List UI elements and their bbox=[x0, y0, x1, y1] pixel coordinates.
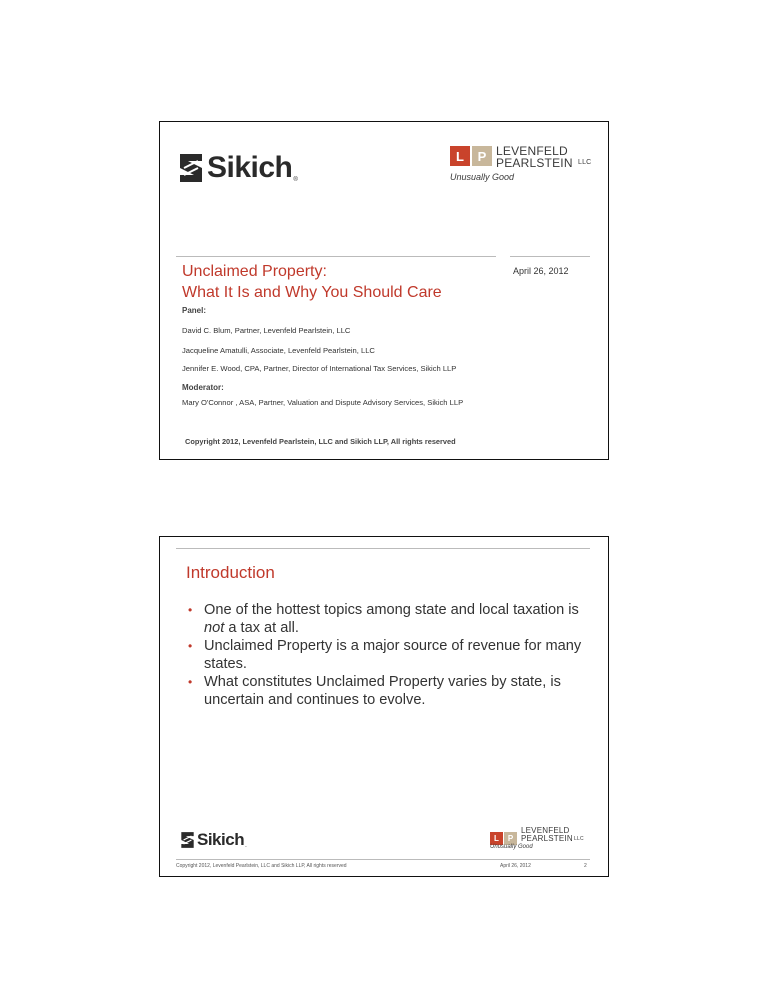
lp-l-box: L bbox=[490, 832, 503, 845]
footer-date: April 26, 2012 bbox=[500, 863, 531, 869]
panelist-1: David C. Blum, Partner, Levenfeld Pearlstein, LLC bbox=[182, 326, 351, 335]
copyright-notice: Copyright 2012, Levenfeld Pearlstein, LLC and Sikich LLP, All rights reserved bbox=[185, 437, 456, 446]
bullet-item: • One of the hottest topics among state and local taxation is not a tax at all. bbox=[188, 602, 579, 636]
lp-tagline: Unusually Good bbox=[450, 172, 515, 182]
title-rule-left bbox=[176, 256, 496, 257]
footer-copyright: Copyright 2012, Levenfeld Pearlstein, LLC and Sikich LLP, All rights reserved bbox=[176, 863, 347, 869]
lp-tagline: Unusually Good bbox=[490, 844, 533, 850]
title-rule-right bbox=[510, 256, 590, 257]
lp-p-box: P bbox=[472, 146, 492, 166]
sikich-wordmark: Sikich bbox=[197, 830, 245, 849]
lp-l-box: L bbox=[450, 146, 470, 166]
lp-llc: LLC bbox=[574, 836, 584, 842]
slide-title: Introduction bbox=[186, 563, 275, 582]
sikich-s-icon bbox=[180, 831, 195, 849]
registered-mark: ® bbox=[293, 177, 298, 183]
bullet-list bbox=[184, 601, 594, 709]
sikich-s-icon bbox=[178, 152, 204, 184]
lp-firm-line2: PEARLSTEIN bbox=[496, 156, 573, 170]
presentation-date: April 26, 2012 bbox=[513, 266, 569, 276]
bullet-icon: • bbox=[188, 675, 193, 689]
slide-title-line1: Unclaimed Property: bbox=[182, 263, 327, 280]
top-rule bbox=[176, 548, 590, 549]
lp-firm-line1: LEVENFELD bbox=[521, 826, 570, 835]
footer-rule bbox=[176, 859, 590, 860]
panelist-2: Jacqueline Amatulli, Associate, Levenfeld Pearlstein, LLC bbox=[182, 346, 375, 355]
lp-firm-line2: PEARLSTEIN bbox=[521, 834, 573, 843]
bullet-icon: • bbox=[188, 639, 193, 653]
panel-label: Panel: bbox=[182, 306, 207, 315]
lp-firm-line1: LEVENFELD bbox=[496, 144, 568, 158]
lp-p-box: P bbox=[504, 832, 517, 845]
title-slide bbox=[159, 121, 609, 460]
sikich-wordmark: Sikich bbox=[207, 151, 293, 184]
panelist-3: Jennifer E. Wood, CPA, Partner, Director of International Tax Services, Sikich LLP bbox=[182, 364, 457, 373]
bullet-item: • Unclaimed Property is a major source of revenue for many states. bbox=[188, 638, 582, 672]
slide-title-line2: What It Is and Why You Should Care bbox=[182, 284, 442, 301]
lp-llc: LLC bbox=[578, 159, 592, 166]
introduction-slide bbox=[159, 536, 609, 877]
moderator-name: Mary O'Connor , ASA, Partner, Valuation and Dispute Advisory Services, Sikich LLP bbox=[182, 398, 464, 407]
bullet-item: • What constitutes Unclaimed Property varies by state, is uncertain and continues to evolve. bbox=[188, 674, 561, 708]
moderator-label: Moderator: bbox=[182, 383, 224, 392]
levenfeld-pearlstein-logo bbox=[450, 146, 600, 188]
page-number: 2 bbox=[584, 863, 587, 869]
sikich-logo-small bbox=[180, 829, 247, 851]
registered-mark: . bbox=[245, 843, 247, 849]
bullet-icon: • bbox=[188, 603, 193, 617]
sikich-logo bbox=[178, 149, 298, 187]
levenfeld-pearlstein-logo-small bbox=[490, 828, 590, 856]
